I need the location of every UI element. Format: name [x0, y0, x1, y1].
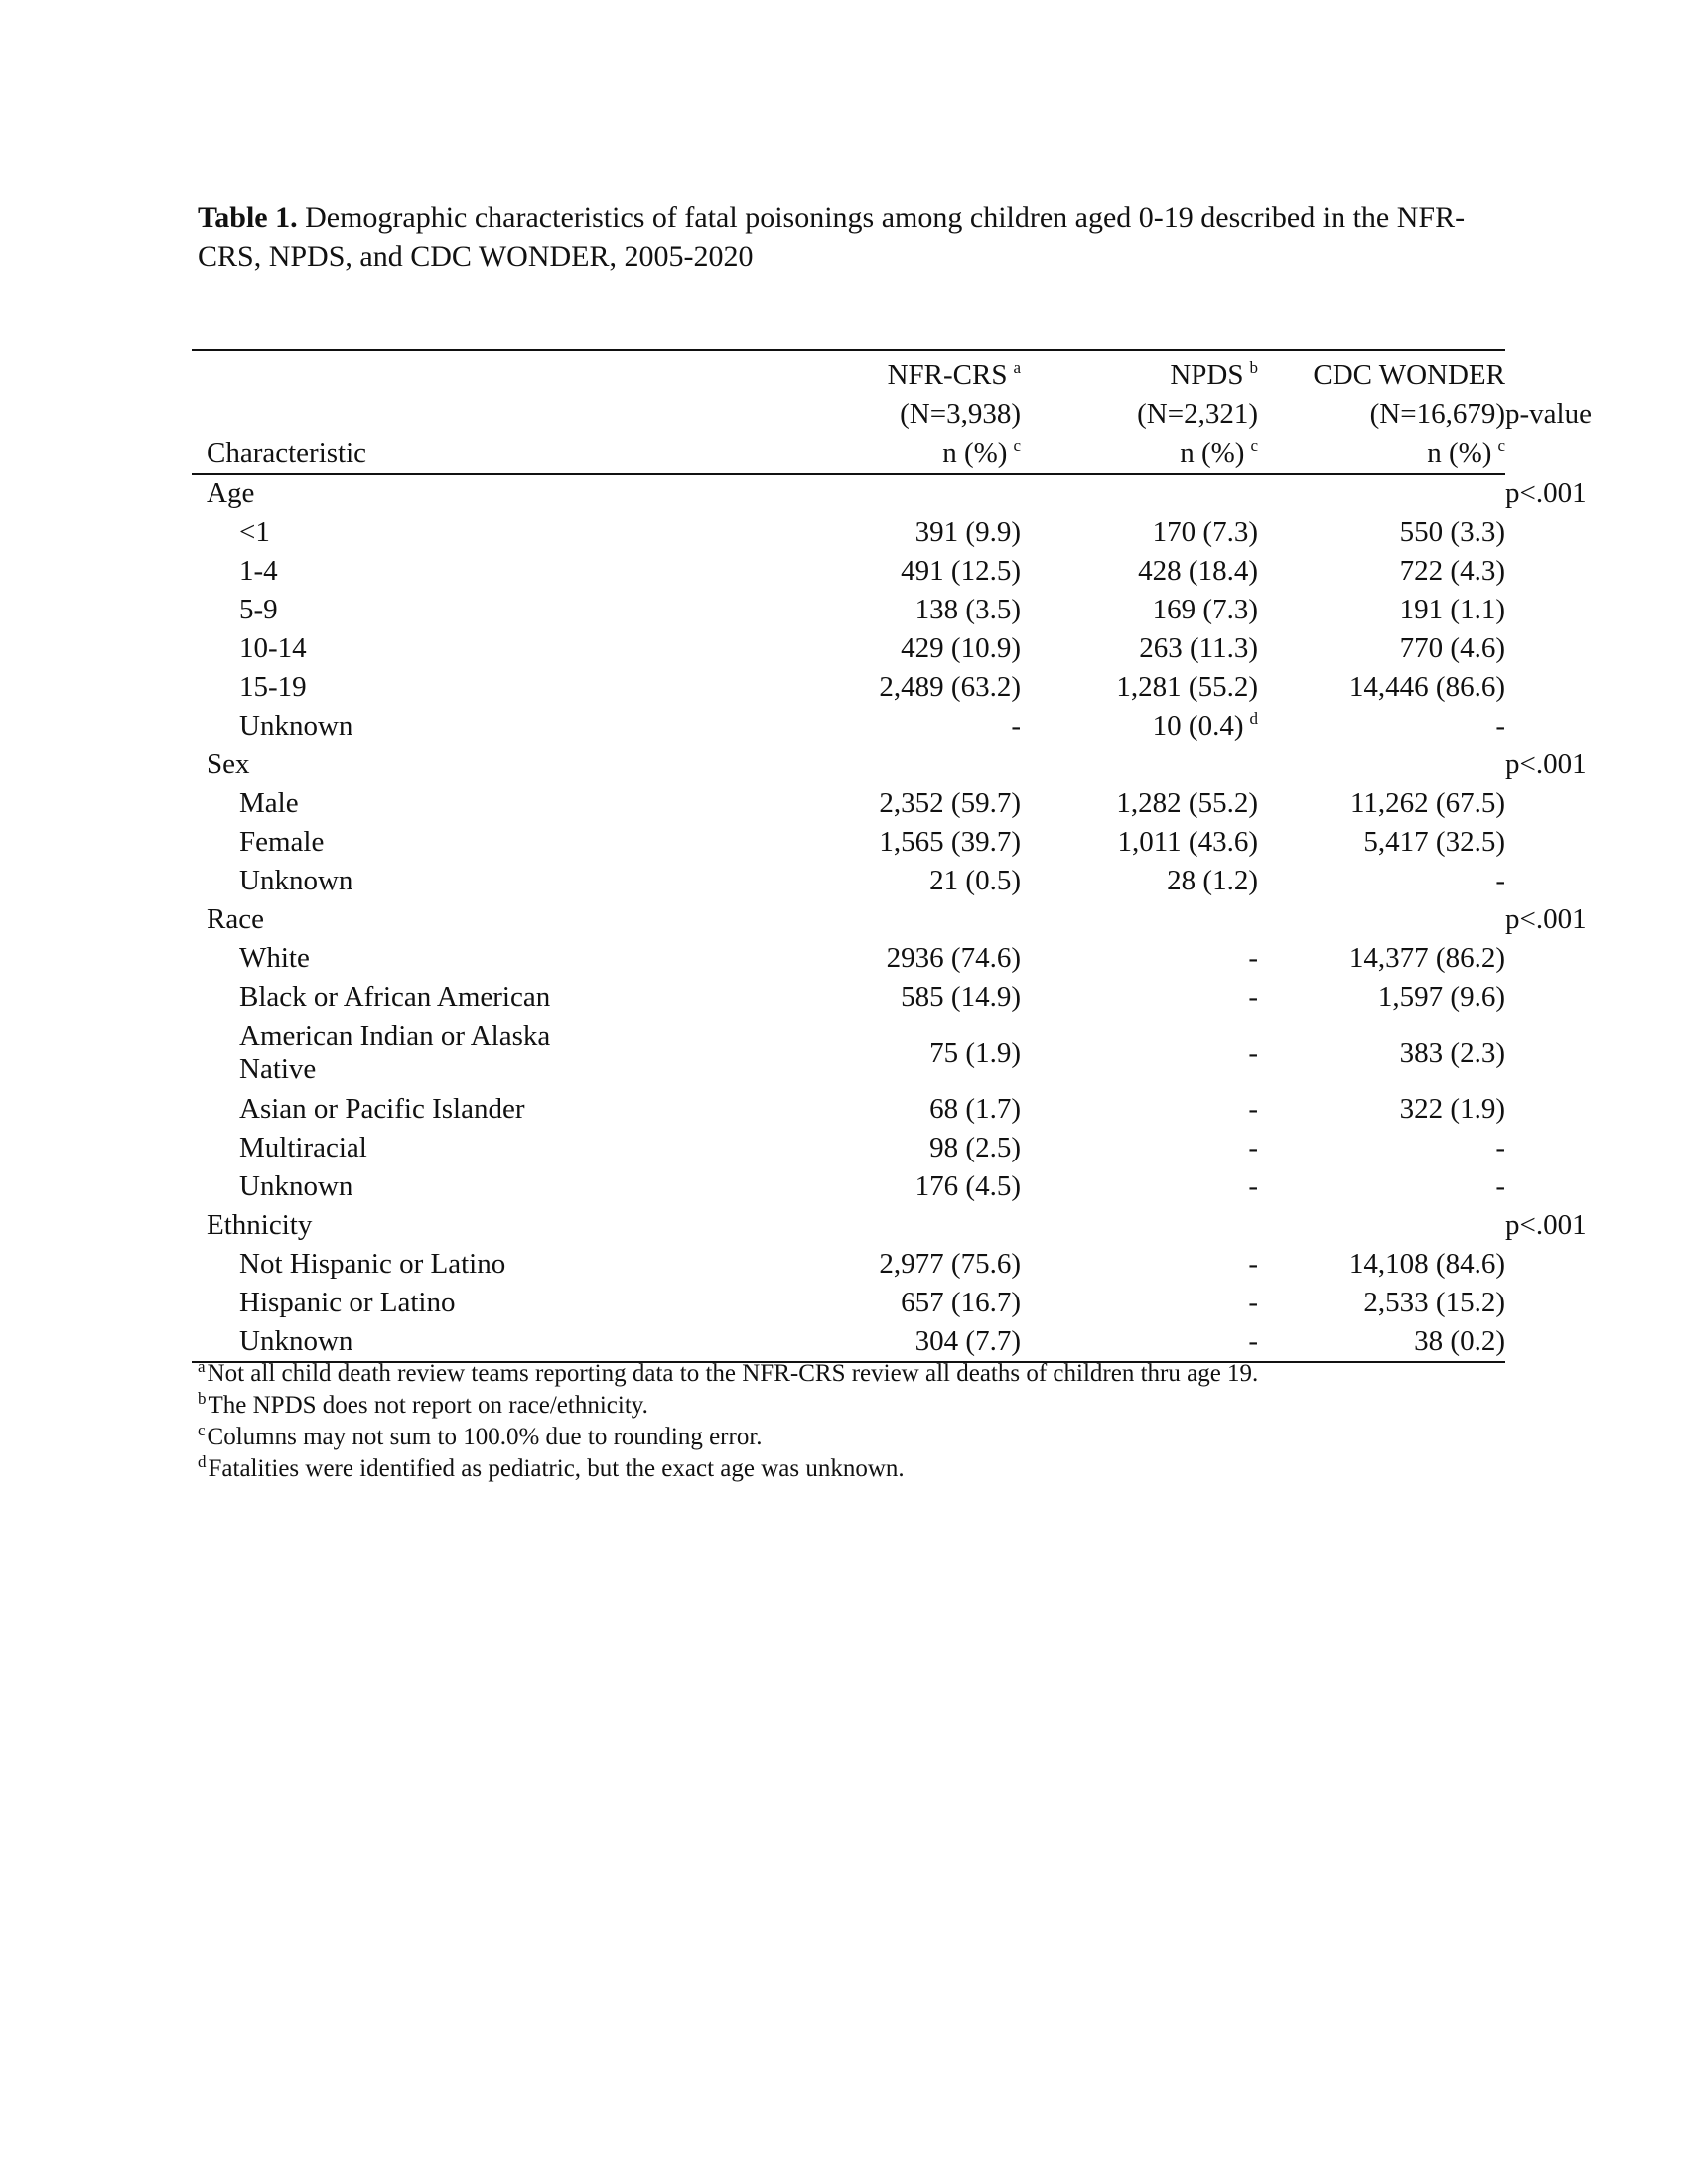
table-row — [192, 1017, 1505, 1090]
cell-cdc: - — [1495, 710, 1505, 742]
cell-npds: 1,282 (55.2) — [1116, 787, 1258, 819]
group-row-sex: Sex p<.001 — [192, 746, 1505, 784]
cell-nfr: 304 (7.7) — [619, 1322, 1021, 1362]
table-caption — [198, 199, 1488, 276]
row-label: Unknown — [192, 1322, 619, 1362]
cell-nfr: 429 (10.9) — [901, 632, 1021, 664]
header-row-source — [192, 350, 1505, 395]
cell-nfr: - — [1011, 710, 1021, 742]
row-label: Multiracial — [239, 1132, 367, 1163]
cell-npds: - — [1248, 1248, 1258, 1280]
header-nfr-total: (N=3,938) — [900, 398, 1021, 430]
header-characteristic: Characteristic — [192, 434, 619, 474]
header-nfr-unit: n (%) $^c$ — [619, 434, 1021, 474]
cell-cdc: 191 (1.1) — [1399, 594, 1505, 625]
table-row — [192, 629, 1505, 668]
cell-npds: - — [1248, 1036, 1258, 1069]
cell-cdc: 322 (1.9) — [1399, 1093, 1505, 1125]
cell-npds: 428 (18.4) — [1138, 555, 1258, 587]
cell-nfr: 68 (1.7) — [929, 1093, 1021, 1125]
cell-npds: 1,281 (55.2) — [1116, 671, 1258, 703]
cell-cdc: 38 (0.2) — [1258, 1322, 1505, 1362]
header-npds-name: NPDS $^b$ — [1021, 350, 1258, 395]
group-label: Ethnicity — [207, 1209, 313, 1241]
table-row — [192, 823, 1505, 862]
cell-nfr: 75 (1.9) — [929, 1036, 1021, 1069]
cell-cdc: 383 (2.3) — [1399, 1036, 1505, 1069]
cell-npds: - — [1021, 1322, 1258, 1362]
header-nfr-name: NFR-CRS $^a$ — [619, 350, 1021, 395]
cell-npds: - — [1248, 1170, 1258, 1202]
cell-cdc: 550 (3.3) — [1399, 516, 1505, 548]
row-label: Unknown — [239, 1170, 353, 1202]
cell-npds: - — [1248, 1093, 1258, 1125]
table-row — [192, 978, 1505, 1017]
table-row — [192, 784, 1505, 823]
cell-npds: 169 (7.3) — [1152, 594, 1258, 625]
demographics-table — [192, 349, 1592, 1363]
cell-npds: 263 (11.3) — [1139, 632, 1258, 664]
row-label: Unknown — [239, 865, 353, 896]
group-row-ethnicity: Ethnicity p<.001 — [192, 1206, 1505, 1245]
header-cdc-unit: n (%) $^c$ — [1258, 434, 1505, 474]
cell-npds: 170 (7.3) — [1152, 516, 1258, 548]
cell-nfr: 98 (2.5) — [929, 1132, 1021, 1163]
footnote-a: $^a$Not all child death review teams reporting data to the NFR-CRS review all deaths of children thru age 19. — [198, 1357, 1259, 1387]
table-caption-text: Demographic characteristics of fatal poisonings among children aged 0-19 described in the NFR-CRS, NPDS, and CDC WONDER, 2005-2020 — [198, 202, 1466, 273]
cell-cdc: 14,446 (86.6) — [1348, 671, 1505, 703]
cell-cdc: 1,597 (9.6) — [1377, 981, 1505, 1013]
row-label: White — [239, 942, 310, 974]
table-row — [192, 1245, 1505, 1284]
table-caption-label: Table 1. — [198, 202, 298, 234]
footnote-c: $^c$Columns may not sum to 100.0% due to rounding error. — [198, 1421, 763, 1450]
header-row-total: (N=3,938) (N=2,321) (N=16,679) p-value — [192, 395, 1505, 434]
footnote-ref-d: d — [1249, 709, 1258, 728]
table-row — [192, 1284, 1505, 1322]
cell-cdc: 14,108 (84.6) — [1348, 1248, 1505, 1280]
row-label: Male — [239, 787, 299, 819]
group-label: Sex — [207, 749, 250, 780]
footnote-b: $^b$The NPDS does not report on race/ethnicity. — [198, 1389, 648, 1419]
group-label: Race — [207, 903, 264, 935]
row-label: Black or African American — [239, 981, 551, 1013]
cell-nfr: 2,489 (63.2) — [879, 671, 1021, 703]
row-label: Female — [239, 826, 325, 858]
cell-nfr: 21 (0.5) — [929, 865, 1021, 896]
row-label: 15-19 — [239, 671, 307, 703]
table-row — [192, 668, 1505, 707]
row-label: 1-4 — [239, 555, 278, 587]
cell-nfr: 585 (14.9) — [901, 981, 1021, 1013]
cell-cdc: 5,417 (32.5) — [1363, 826, 1505, 858]
header-npds-total: (N=2,321) — [1137, 398, 1258, 430]
table-row — [192, 1129, 1505, 1167]
table-footnotes — [198, 1358, 1258, 1485]
cell-npds: 1,011 (43.6) — [1117, 826, 1258, 858]
cell-npds: - — [1248, 1287, 1258, 1318]
cell-cdc: - — [1495, 1132, 1505, 1163]
table-row — [192, 862, 1505, 900]
row-label: 5-9 — [239, 594, 278, 625]
cell-cdc: 770 (4.6) — [1399, 632, 1505, 664]
table-header — [192, 350, 1592, 474]
cell-nfr: 391 (9.9) — [914, 516, 1021, 548]
cell-npds: - — [1248, 981, 1258, 1013]
table-row — [192, 552, 1505, 591]
table-row — [192, 707, 1505, 746]
row-label: <1 — [239, 516, 270, 548]
cell-cdc: 722 (4.3) — [1399, 555, 1505, 587]
header-cdc-name: CDC WONDER — [1258, 350, 1505, 395]
table-row — [192, 1090, 1505, 1129]
group-label: Age — [207, 478, 255, 509]
table-row — [192, 939, 1505, 978]
row-label: American Indian or Alaska Native — [239, 1021, 551, 1085]
cell-cdc: 14,377 (86.2) — [1348, 942, 1505, 974]
row-label: Unknown — [239, 710, 353, 742]
cell-cdc: - — [1495, 1170, 1505, 1202]
table-row — [192, 513, 1505, 552]
group-row-race: Race p<.001 — [192, 900, 1505, 939]
footnote-d: $^d$Fatalities were identified as pediatric, but the exact age was unknown. — [198, 1452, 905, 1482]
header-npds-unit: n (%) $^c$ — [1021, 434, 1258, 474]
cell-nfr: 138 (3.5) — [914, 594, 1021, 625]
row-label: Hispanic or Latino — [239, 1287, 456, 1318]
demographics-table-wrapper — [192, 349, 1592, 1363]
cell-npds: - — [1248, 1132, 1258, 1163]
table-row — [192, 591, 1505, 629]
cell-nfr: 2936 (74.6) — [886, 942, 1021, 974]
cell-nfr: 176 (4.5) — [914, 1170, 1021, 1202]
cell-nfr: 491 (12.5) — [901, 555, 1021, 587]
cell-npds: 10 (0.4) $^d$ — [1152, 709, 1258, 742]
cell-nfr: 2,977 (75.6) — [879, 1248, 1021, 1280]
cell-nfr: 1,565 (39.7) — [879, 826, 1021, 858]
row-label: Asian or Pacific Islander — [239, 1093, 525, 1125]
cell-npds: 28 (1.2) — [1167, 865, 1258, 896]
table-row — [192, 1167, 1505, 1206]
group-row-age: Age p<.001 — [192, 474, 1505, 513]
row-label: 10-14 — [239, 632, 307, 664]
cell-nfr: 657 (16.7) — [901, 1287, 1021, 1318]
header-cdc-total: (N=16,679) — [1369, 398, 1505, 430]
cell-npds: - — [1248, 942, 1258, 974]
table-row — [192, 1322, 1505, 1362]
cell-cdc: 2,533 (15.2) — [1363, 1287, 1505, 1318]
header-row-unit — [192, 434, 1505, 474]
table-body — [192, 474, 1587, 1362]
cell-nfr: 2,352 (59.7) — [879, 787, 1021, 819]
cell-cdc: - — [1495, 865, 1505, 896]
row-label: Not Hispanic or Latino — [239, 1248, 506, 1280]
cell-cdc: 11,262 (67.5) — [1350, 787, 1505, 819]
